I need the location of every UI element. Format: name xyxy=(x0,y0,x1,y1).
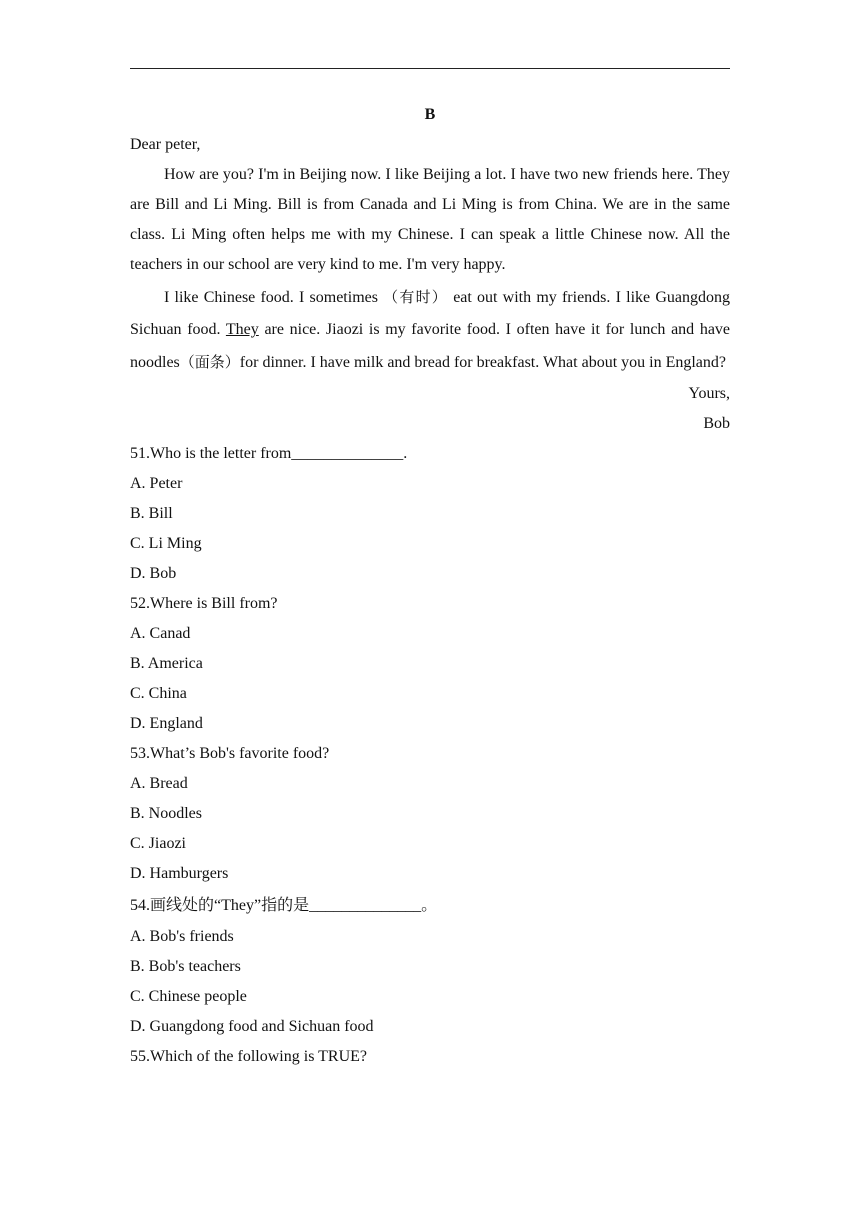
question-stem: 54.画线处的“They”指的是______________。 xyxy=(130,897,438,914)
answer-option: A. Bob's friends xyxy=(130,928,234,945)
question-51 xyxy=(130,439,730,589)
answer-option: B. America xyxy=(130,655,203,672)
question-stem: 52.Where is Bill from? xyxy=(130,595,278,612)
answer-option: B. Bob's teachers xyxy=(130,958,241,975)
section-title: B xyxy=(424,106,436,123)
p2-text-a: I like Chinese food. I sometimes xyxy=(164,289,378,306)
answer-option: A. Bread xyxy=(130,775,188,792)
question-55 xyxy=(130,1042,730,1072)
answer-option: D. Hamburgers xyxy=(130,865,229,882)
p2-text-c: are nice. Jiaozi is my favorite food. I often have it for lunch and have noodles xyxy=(130,321,731,371)
letter-paragraph-2 xyxy=(130,281,730,379)
answer-option: D. England xyxy=(130,715,203,732)
document-body xyxy=(130,100,730,1072)
p2-text-b: eat out with my friends. I like Guangdong Sichuan food. xyxy=(130,289,730,338)
answer-option: B. Noodles xyxy=(130,805,202,822)
letter-paragraph-1: How are you? I'm in Beijing now. I like Beijing a lot. I have two new friends here. They are Bill and Li Ming. Bill is from Canada and Li Ming is from China. We are in the same class. Li Ming often helps me with my Chinese. I can speak a little Chinese now. All the teachers in our school are very kind to me. I'm very happy. xyxy=(130,166,730,273)
answer-option: D. Bob xyxy=(130,565,177,582)
answer-option: B. Bill xyxy=(130,505,173,522)
question-stem: 51.Who is the letter from______________. xyxy=(130,445,408,462)
question-stem: 53.What’s Bob's favorite food? xyxy=(130,745,330,762)
gloss-sometimes: （有时） xyxy=(383,288,448,306)
header-rule xyxy=(130,68,730,69)
question-52 xyxy=(130,589,730,739)
answer-option: C. Li Ming xyxy=(130,535,202,552)
answer-option: A. Peter xyxy=(130,475,183,492)
underlined-they: They xyxy=(225,321,259,338)
letter-signature: Bob xyxy=(703,415,730,432)
question-53 xyxy=(130,739,730,889)
answer-option: A. Canad xyxy=(130,625,191,642)
answer-option: C. Chinese people xyxy=(130,988,247,1005)
letter-closing: Yours, xyxy=(688,385,730,402)
p2-text-d: for dinner. I have milk and bread for breakfast. What about you in England? xyxy=(239,354,727,371)
answer-option: C. China xyxy=(130,685,187,702)
gloss-noodles: （面条） xyxy=(179,353,240,371)
letter-greeting: Dear peter, xyxy=(130,136,201,153)
question-stem: 55.Which of the following is TRUE? xyxy=(130,1048,367,1065)
answer-option: D. Guangdong food and Sichuan food xyxy=(130,1018,374,1035)
answer-option: C. Jiaozi xyxy=(130,835,186,852)
question-54 xyxy=(130,889,730,1042)
